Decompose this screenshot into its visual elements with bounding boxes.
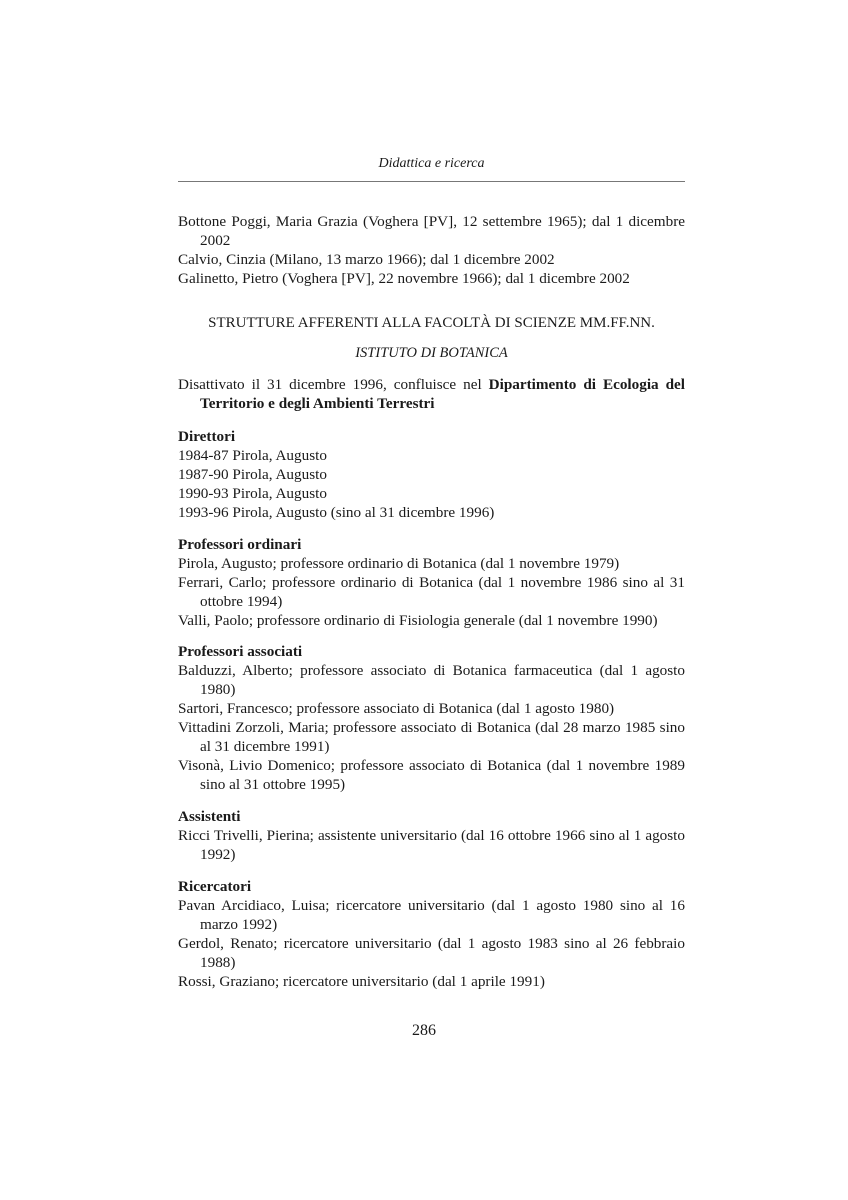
list-item: Rossi, Graziano; ricercatore universitario (dal 1 aprile 1991) [178,973,545,990]
running-head: Didattica e ricerca [378,156,485,171]
note-department: Dipartimento di Ecologia del Territorio e degli Ambienti Terrestri [200,376,685,412]
list-item: Vittadini Zorzoli, Maria; professore associato di Botanica (dal 28 marzo 1985 sino al 31 dicembre 1991) [178,719,685,755]
list-item: Ferrari, Carlo; professore ordinario di Botanica (dal 1 novembre 1986 sino al 31 ottobre 1994) [178,574,685,610]
section-professori-associati [178,642,685,794]
section-heading: Assistenti [178,808,241,825]
section-heading: Professori associati [178,643,303,660]
top-entries [178,212,685,288]
section-professori-ordinari [178,535,685,630]
section-assistenti [178,807,685,864]
list-item: Valli, Paolo; professore ordinario di Fisiologia generale (dal 1 novembre 1990) [178,612,658,629]
section-title: STRUTTURE AFFERENTI ALLA FACOLTÀ DI SCIENZE MM.FF.NN. [208,315,655,331]
list-item: 1990-93 Pirola, Augusto [178,485,327,502]
section-direttori [178,427,685,522]
list-item: Sartori, Francesco; professore associato di Botanica (dal 1 agosto 1980) [178,700,615,717]
list-item: Galinetto, Pietro (Voghera [PV], 22 novembre 1966); dal 1 dicembre 2002 [178,270,630,287]
note-text: Disattivato il 31 dicembre 1996, confluisce nel [178,376,489,393]
list-item: Pirola, Augusto; professore ordinario di Botanica (dal 1 novembre 1979) [178,555,620,572]
list-item: Bottone Poggi, Maria Grazia (Voghera [PV], 12 settembre 1965); dal 1 dicembre 2002 [178,213,685,249]
list-item: Ricci Trivelli, Pierina; assistente universitario (dal 16 ottobre 1966 sino al 1 agosto 1992) [178,827,685,863]
list-item: Gerdol, Renato; ricercatore universitario (dal 1 agosto 1983 sino al 26 febbraio 1988) [178,935,685,971]
section-heading: Ricercatori [178,878,252,895]
list-item: 1987-90 Pirola, Augusto [178,466,327,483]
list-item: 1984-87 Pirola, Augusto [178,447,327,464]
list-item: Visonà, Livio Domenico; professore associato di Botanica (dal 1 novembre 1989 sino al 31 ottobre 1995) [178,757,685,793]
institute-title: ISTITUTO DI BOTANICA [355,345,508,361]
header-rule [178,181,685,182]
section-ricercatori [178,877,685,991]
section-heading: Direttori [178,428,236,445]
list-item: 1993-96 Pirola, Augusto (sino al 31 dicembre 1996) [178,504,495,521]
list-item: Pavan Arcidiaco, Luisa; ricercatore universitario (dal 1 agosto 1980 sino al 16 marzo 1992) [178,897,685,933]
list-item: Balduzzi, Alberto; professore associato di Botanica farmaceutica (dal 1 agosto 1980) [178,662,685,698]
list-item: Calvio, Cinzia (Milano, 13 marzo 1966); dal 1 dicembre 2002 [178,251,555,268]
section-heading: Professori ordinari [178,536,302,553]
page-number: 286 [412,1022,436,1039]
institute-note [178,375,685,413]
